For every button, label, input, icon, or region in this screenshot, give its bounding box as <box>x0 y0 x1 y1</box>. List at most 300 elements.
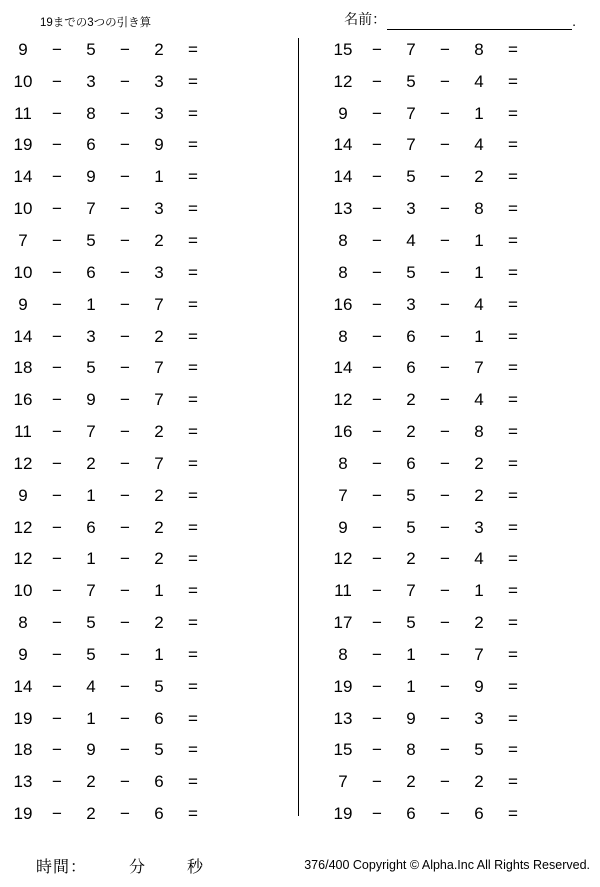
operand-b: 5 <box>406 517 416 537</box>
minus-operator: − <box>440 230 450 250</box>
equals-operator: = <box>508 390 518 410</box>
operand-c: 7 <box>154 390 164 410</box>
problem-row <box>0 480 300 512</box>
operand-b: 4 <box>406 230 416 250</box>
equals-operator: = <box>508 326 518 346</box>
operand-a: 10 <box>13 581 33 601</box>
operand-b: 5 <box>406 262 416 282</box>
operand-c: 2 <box>154 613 164 633</box>
operand-c: 2 <box>474 453 484 473</box>
problem-row <box>0 384 300 416</box>
minus-operator: − <box>372 230 382 250</box>
operand-b: 7 <box>406 39 416 59</box>
operand-c: 7 <box>154 358 164 378</box>
equals-operator: = <box>508 517 518 537</box>
operand-c: 4 <box>474 294 484 314</box>
operand-c: 4 <box>474 135 484 155</box>
minus-operator: − <box>440 613 450 633</box>
problem-row <box>0 639 300 671</box>
minus-operator: − <box>120 485 130 505</box>
minus-operator: − <box>440 167 450 187</box>
problem-row <box>0 289 300 321</box>
operand-b: 4 <box>86 676 96 696</box>
equals-operator: = <box>508 358 518 378</box>
problem-row <box>0 257 300 289</box>
problem-row <box>300 384 600 416</box>
equals-operator: = <box>188 358 198 378</box>
operand-b: 8 <box>86 103 96 123</box>
operand-a: 14 <box>13 167 33 187</box>
operand-a: 10 <box>13 262 33 282</box>
operand-a: 7 <box>18 230 28 250</box>
problem-row <box>300 798 600 830</box>
minus-operator: − <box>440 103 450 123</box>
minus-operator: − <box>440 199 450 219</box>
equals-operator: = <box>188 326 198 346</box>
operand-c: 4 <box>474 549 484 569</box>
operand-b: 2 <box>406 772 416 792</box>
operand-c: 2 <box>154 485 164 505</box>
minus-operator: − <box>52 167 62 187</box>
minus-operator: − <box>120 644 130 664</box>
minus-operator: − <box>372 676 382 696</box>
minus-operator: − <box>440 740 450 760</box>
operand-a: 16 <box>333 422 353 442</box>
operand-a: 14 <box>333 167 353 187</box>
equals-operator: = <box>188 644 198 664</box>
minus-operator: − <box>372 199 382 219</box>
minus-operator: − <box>52 422 62 442</box>
problem-row <box>0 352 300 384</box>
operand-b: 3 <box>406 199 416 219</box>
problem-row <box>0 448 300 480</box>
minus-operator: − <box>372 71 382 91</box>
operand-b: 2 <box>406 549 416 569</box>
operand-a: 19 <box>13 804 33 824</box>
equals-operator: = <box>188 262 198 282</box>
problem-row <box>300 416 600 448</box>
equals-operator: = <box>188 708 198 728</box>
equals-operator: = <box>508 262 518 282</box>
minus-operator: − <box>120 262 130 282</box>
name-field-area <box>344 9 586 30</box>
operand-c: 3 <box>474 708 484 728</box>
problem-row <box>300 575 600 607</box>
minus-operator: − <box>120 581 130 601</box>
operand-c: 2 <box>154 230 164 250</box>
minus-operator: − <box>52 294 62 314</box>
operand-a: 14 <box>333 358 353 378</box>
operand-b: 2 <box>406 390 416 410</box>
equals-operator: = <box>188 135 198 155</box>
operand-c: 5 <box>154 740 164 760</box>
operand-c: 4 <box>474 71 484 91</box>
equals-operator: = <box>508 39 518 59</box>
minus-operator: − <box>372 103 382 123</box>
operand-a: 19 <box>13 135 33 155</box>
problem-row <box>0 671 300 703</box>
minus-operator: − <box>120 517 130 537</box>
operand-b: 6 <box>406 326 416 346</box>
operand-b: 6 <box>406 804 416 824</box>
operand-c: 8 <box>474 39 484 59</box>
operand-c: 7 <box>154 453 164 473</box>
minus-operator: − <box>372 167 382 187</box>
operand-c: 8 <box>474 199 484 219</box>
operand-a: 15 <box>333 39 353 59</box>
minus-operator: − <box>120 613 130 633</box>
operand-b: 7 <box>406 103 416 123</box>
operand-c: 2 <box>474 613 484 633</box>
operand-b: 5 <box>406 71 416 91</box>
operand-a: 10 <box>13 199 33 219</box>
operand-b: 9 <box>86 390 96 410</box>
operand-b: 2 <box>86 453 96 473</box>
problem-row <box>0 321 300 353</box>
operand-c: 5 <box>474 740 484 760</box>
operand-b: 6 <box>406 453 416 473</box>
operand-b: 2 <box>406 422 416 442</box>
operand-c: 7 <box>474 358 484 378</box>
minus-operator: − <box>372 453 382 473</box>
operand-b: 9 <box>86 167 96 187</box>
minus-operator: − <box>440 581 450 601</box>
problem-row <box>0 225 300 257</box>
minus-operator: − <box>372 613 382 633</box>
equals-operator: = <box>188 422 198 442</box>
operand-a: 8 <box>338 644 348 664</box>
operand-a: 9 <box>338 517 348 537</box>
problem-row <box>300 703 600 735</box>
minus-operator: − <box>52 804 62 824</box>
time-label: 時間： <box>36 858 88 876</box>
equals-operator: = <box>188 581 198 601</box>
operand-c: 6 <box>154 804 164 824</box>
operand-a: 14 <box>13 676 33 696</box>
operand-c: 1 <box>154 581 164 601</box>
operand-b: 5 <box>406 485 416 505</box>
equals-operator: = <box>188 613 198 633</box>
operand-b: 8 <box>406 740 416 760</box>
minus-operator: − <box>372 390 382 410</box>
equals-operator: = <box>188 676 198 696</box>
operand-a: 8 <box>338 262 348 282</box>
problem-row <box>300 671 600 703</box>
operand-c: 2 <box>154 549 164 569</box>
operand-a: 14 <box>333 135 353 155</box>
equals-operator: = <box>188 103 198 123</box>
minus-operator: − <box>440 708 450 728</box>
minus-operator: − <box>120 772 130 792</box>
operand-a: 9 <box>18 294 28 314</box>
operand-c: 3 <box>474 517 484 537</box>
operand-a: 7 <box>338 485 348 505</box>
equals-operator: = <box>188 772 198 792</box>
operand-c: 1 <box>474 262 484 282</box>
minus-operator: − <box>52 71 62 91</box>
minus-operator: − <box>440 772 450 792</box>
operand-a: 19 <box>333 676 353 696</box>
equals-operator: = <box>508 167 518 187</box>
problem-row <box>300 735 600 767</box>
equals-operator: = <box>508 772 518 792</box>
operand-b: 7 <box>406 135 416 155</box>
problem-row <box>300 639 600 671</box>
name-suffix: . <box>572 13 576 29</box>
operand-c: 3 <box>154 262 164 282</box>
minus-operator: − <box>120 135 130 155</box>
minus-operator: − <box>440 804 450 824</box>
problem-row <box>0 66 300 98</box>
problem-column-right <box>300 34 600 830</box>
problem-row <box>300 480 600 512</box>
operand-b: 6 <box>86 135 96 155</box>
operand-a: 12 <box>13 453 33 473</box>
problem-row <box>0 703 300 735</box>
minus-operator: − <box>120 708 130 728</box>
minus-operator: − <box>120 167 130 187</box>
operand-c: 7 <box>474 644 484 664</box>
minus-operator: − <box>120 453 130 473</box>
operand-b: 5 <box>406 613 416 633</box>
operand-b: 7 <box>86 199 96 219</box>
minus-operator: − <box>372 708 382 728</box>
problem-row <box>300 34 600 66</box>
operand-b: 7 <box>406 581 416 601</box>
problem-row <box>300 161 600 193</box>
operand-a: 9 <box>18 644 28 664</box>
operand-a: 16 <box>13 390 33 410</box>
minus-operator: − <box>440 39 450 59</box>
operand-c: 5 <box>154 676 164 696</box>
minus-operator: − <box>372 644 382 664</box>
operand-a: 8 <box>338 453 348 473</box>
minus-operator: − <box>52 358 62 378</box>
operand-b: 5 <box>406 167 416 187</box>
operand-a: 11 <box>14 422 32 442</box>
operand-a: 8 <box>338 230 348 250</box>
equals-operator: = <box>188 39 198 59</box>
operand-a: 9 <box>18 485 28 505</box>
page-title: 19までの3つの引き算 <box>40 17 152 29</box>
operand-c: 3 <box>154 71 164 91</box>
operand-c: 7 <box>154 294 164 314</box>
minus-operator: − <box>372 772 382 792</box>
problem-row <box>0 416 300 448</box>
operand-c: 1 <box>474 103 484 123</box>
minus-operator: − <box>120 71 130 91</box>
equals-operator: = <box>508 103 518 123</box>
equals-operator: = <box>508 230 518 250</box>
problem-row <box>300 766 600 798</box>
equals-operator: = <box>188 804 198 824</box>
minus-operator: − <box>372 39 382 59</box>
minus-operator: − <box>52 708 62 728</box>
equals-operator: = <box>508 708 518 728</box>
minus-operator: − <box>52 103 62 123</box>
operand-c: 3 <box>154 199 164 219</box>
operand-a: 10 <box>13 71 33 91</box>
problem-row <box>0 130 300 162</box>
equals-operator: = <box>188 485 198 505</box>
minus-operator: − <box>372 326 382 346</box>
operand-a: 9 <box>338 103 348 123</box>
equals-operator: = <box>188 167 198 187</box>
minus-operator: − <box>440 644 450 664</box>
minus-operator: − <box>52 740 62 760</box>
operand-a: 12 <box>333 390 353 410</box>
minus-operator: − <box>440 326 450 346</box>
operand-c: 1 <box>154 167 164 187</box>
operand-c: 2 <box>154 422 164 442</box>
equals-operator: = <box>508 613 518 633</box>
problem-row <box>300 512 600 544</box>
equals-operator: = <box>188 230 198 250</box>
equals-operator: = <box>188 453 198 473</box>
minus-operator: − <box>52 581 62 601</box>
operand-a: 12 <box>333 71 353 91</box>
equals-operator: = <box>508 294 518 314</box>
equals-operator: = <box>508 485 518 505</box>
operand-b: 7 <box>86 422 96 442</box>
minus-operator: − <box>372 294 382 314</box>
minus-operator: − <box>120 676 130 696</box>
minus-operator: − <box>52 644 62 664</box>
operand-a: 19 <box>13 708 33 728</box>
equals-operator: = <box>188 740 198 760</box>
minus-operator: − <box>120 199 130 219</box>
minus-operator: − <box>52 39 62 59</box>
minus-operator: − <box>52 772 62 792</box>
operand-b: 3 <box>406 294 416 314</box>
operand-b: 3 <box>86 326 96 346</box>
equals-operator: = <box>188 390 198 410</box>
name-input[interactable] <box>387 12 572 30</box>
time-record-area <box>0 854 203 877</box>
seconds-label: 秒 <box>187 858 204 876</box>
equals-operator: = <box>508 804 518 824</box>
operand-a: 14 <box>13 326 33 346</box>
equals-operator: = <box>508 644 518 664</box>
minus-operator: − <box>372 485 382 505</box>
operand-b: 6 <box>406 358 416 378</box>
minus-operator: − <box>440 517 450 537</box>
minus-operator: − <box>440 294 450 314</box>
operand-c: 8 <box>474 422 484 442</box>
operand-b: 1 <box>406 676 416 696</box>
worksheet-footer <box>0 851 600 879</box>
problem-row <box>300 321 600 353</box>
problem-row <box>0 607 300 639</box>
equals-operator: = <box>188 71 198 91</box>
operand-a: 12 <box>13 549 33 569</box>
operand-c: 9 <box>154 135 164 155</box>
operand-b: 5 <box>86 39 96 59</box>
operand-b: 2 <box>86 772 96 792</box>
operand-c: 9 <box>474 676 484 696</box>
equals-operator: = <box>508 199 518 219</box>
minus-operator: − <box>440 676 450 696</box>
minus-operator: − <box>372 517 382 537</box>
operand-b: 1 <box>86 549 96 569</box>
minus-operator: − <box>440 358 450 378</box>
operand-b: 6 <box>86 262 96 282</box>
equals-operator: = <box>188 294 198 314</box>
operand-c: 1 <box>154 644 164 664</box>
operand-c: 2 <box>474 485 484 505</box>
operand-c: 2 <box>474 772 484 792</box>
operand-a: 18 <box>13 358 33 378</box>
problem-row <box>300 289 600 321</box>
problem-row <box>0 766 300 798</box>
minus-operator: − <box>120 294 130 314</box>
operand-b: 6 <box>86 517 96 537</box>
minus-operator: − <box>120 390 130 410</box>
minus-operator: − <box>120 326 130 346</box>
equals-operator: = <box>508 581 518 601</box>
minus-operator: − <box>372 581 382 601</box>
minus-operator: − <box>120 230 130 250</box>
minus-operator: − <box>120 549 130 569</box>
equals-operator: = <box>508 453 518 473</box>
problem-row <box>300 225 600 257</box>
operand-c: 1 <box>474 230 484 250</box>
operand-a: 7 <box>338 772 348 792</box>
minus-operator: − <box>120 39 130 59</box>
problem-row <box>0 735 300 767</box>
minus-operator: − <box>120 358 130 378</box>
problem-row <box>300 352 600 384</box>
operand-b: 7 <box>86 581 96 601</box>
operand-a: 11 <box>14 103 32 123</box>
problem-row <box>0 34 300 66</box>
minus-operator: − <box>52 390 62 410</box>
problem-column-left <box>0 34 300 830</box>
equals-operator: = <box>508 71 518 91</box>
operand-c: 6 <box>154 708 164 728</box>
equals-operator: = <box>188 199 198 219</box>
equals-operator: = <box>508 740 518 760</box>
operand-c: 2 <box>474 167 484 187</box>
equals-operator: = <box>188 549 198 569</box>
problem-row <box>0 193 300 225</box>
problem-row <box>300 544 600 576</box>
column-divider <box>298 38 299 816</box>
minus-operator: − <box>372 422 382 442</box>
problem-row <box>300 257 600 289</box>
operand-a: 8 <box>18 613 28 633</box>
operand-a: 12 <box>333 549 353 569</box>
minus-operator: − <box>52 199 62 219</box>
minutes-label: 分 <box>129 858 146 876</box>
problem-row <box>300 98 600 130</box>
operand-b: 2 <box>86 804 96 824</box>
minus-operator: − <box>52 326 62 346</box>
operand-c: 1 <box>474 581 484 601</box>
operand-c: 2 <box>154 39 164 59</box>
operand-b: 1 <box>86 294 96 314</box>
problem-row <box>300 193 600 225</box>
operand-a: 15 <box>333 740 353 760</box>
problem-row <box>0 512 300 544</box>
problem-row <box>0 798 300 830</box>
minus-operator: − <box>52 262 62 282</box>
operand-c: 2 <box>154 517 164 537</box>
operand-b: 1 <box>86 485 96 505</box>
minus-operator: − <box>372 804 382 824</box>
minus-operator: − <box>372 740 382 760</box>
operand-a: 18 <box>13 740 33 760</box>
